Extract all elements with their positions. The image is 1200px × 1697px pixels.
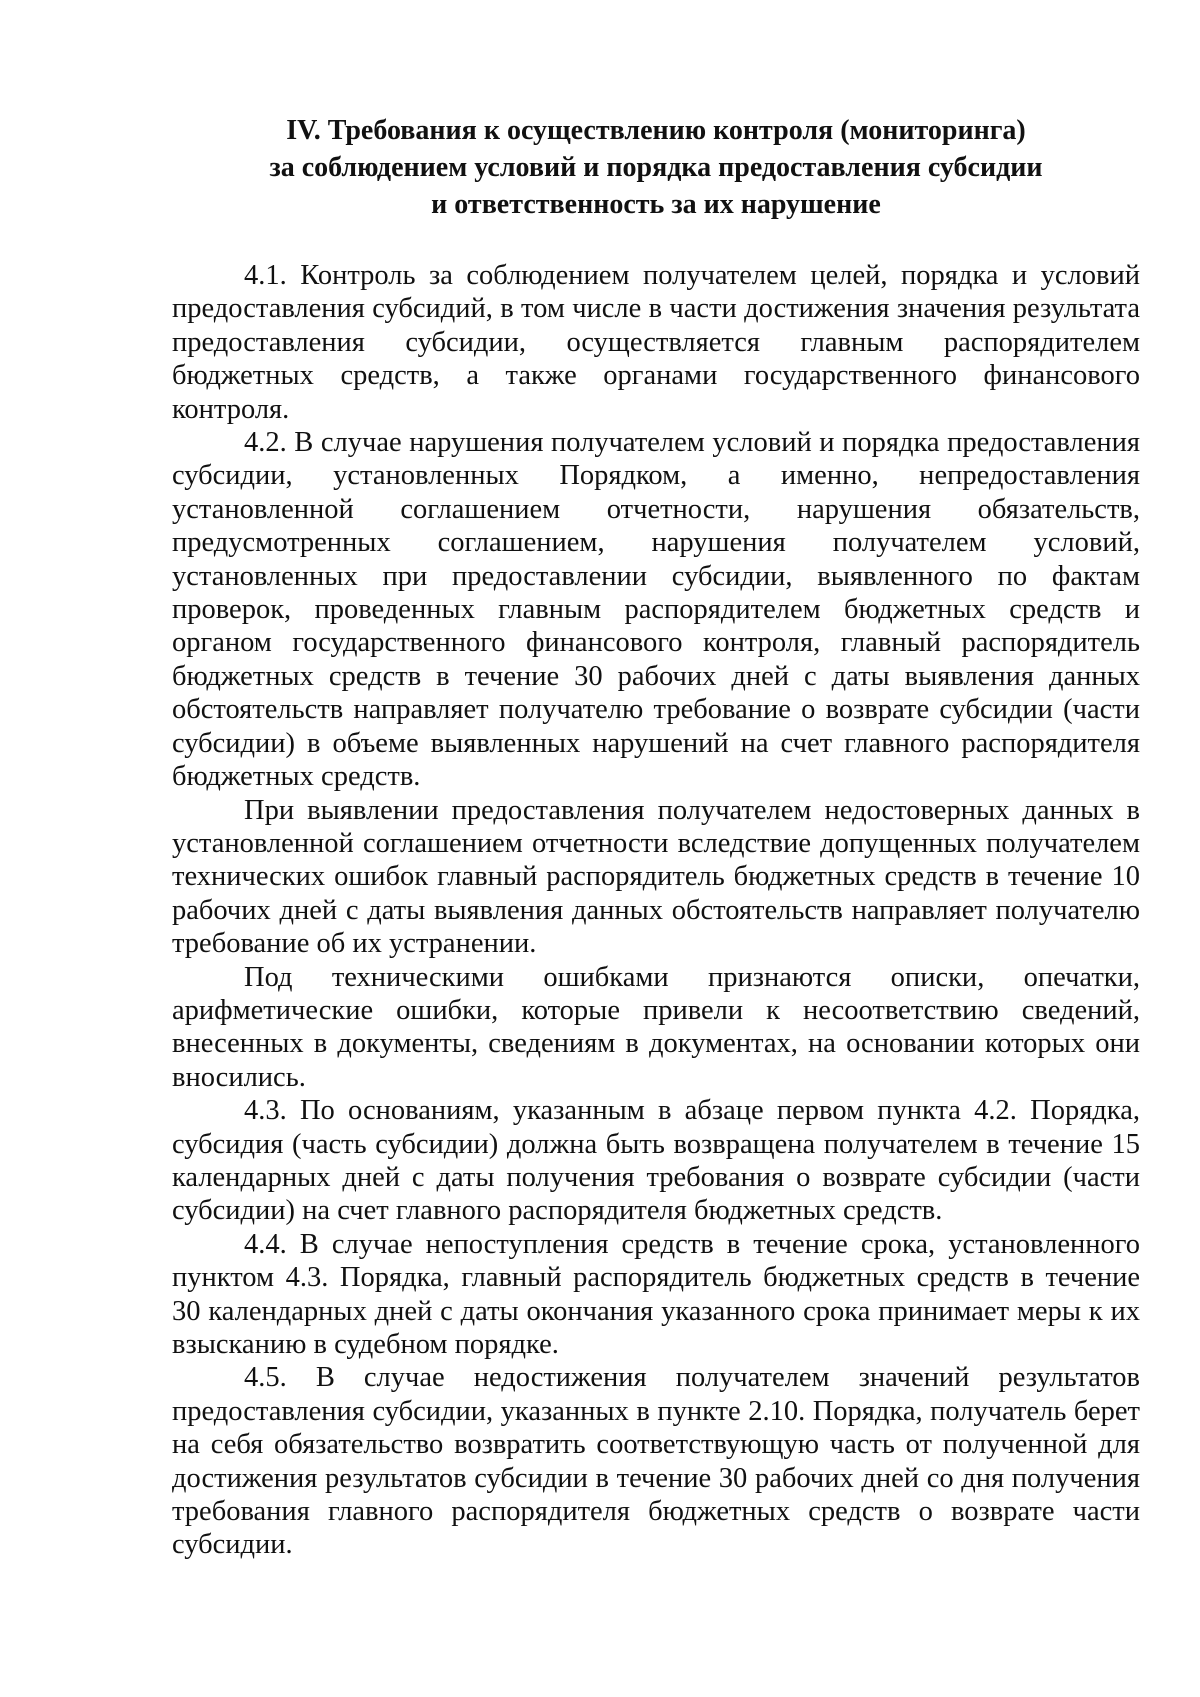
paragraph-4-1: 4.1. Контроль за соблюдением получателем целей, порядка и условий предоставления субсидий, в том числе в части достижения значения результата предоставления субсидии, осуществляется главным распорядителем бюджетных средств, а также органами государственного финансового контроля. bbox=[172, 260, 1140, 425]
section-heading-line-1: IV. Требования к осуществлению контроля (мониторинга) bbox=[286, 115, 1026, 146]
section-heading-line-3: и ответственность за их нарушение bbox=[431, 189, 881, 220]
paragraph-4-4: 4.4. В случае непоступления средств в течение срока, установленного пунктом 4.3. Порядка, главный распорядитель бюджетных средств в течение 30 календарных дней с даты окончания указанного срока принимает меры к их взысканию в судебном порядке. bbox=[172, 1228, 1140, 1360]
document-page bbox=[172, 112, 1140, 1562]
paragraph-4-2-technical-errors: Под техническими ошибками признаются описки, опечатки, арифметические ошибки, которые привели к несоответствию сведений, внесенных в документы, сведениям в документах, на основании которых они вносились. bbox=[172, 961, 1140, 1093]
paragraph-4-3: 4.3. По основаниям, указанным в абзаце первом пункта 4.2. Порядка, субсидия (часть субсидии) должна быть возвращена получателем в течение 15 календарных дней с даты получения требования о возврате субсидии (части субсидии) на счет главного распорядителя бюджетных средств. bbox=[172, 1095, 1140, 1227]
paragraph-4-2-false-data: При выявлении предоставления получателем недостоверных данных в установленной соглашением отчетности вследствие допущенных получателем технических ошибок главный распорядитель бюджетных средств в течение 10 рабочих дней с даты выявления данных обстоятельств направляет получателю требование об их устранении. bbox=[172, 794, 1140, 960]
paragraph-4-2: 4.2. В случае нарушения получателем условий и порядка предоставления субсидии, установленных Порядком, а именно, непредоставления установленной соглашением отчетности, нарушения обязательств, предусмотренных соглашением, нарушения получателем условий, установленных при предоставлении субсидии, выявленного по фактам проверок, проведенных главным распорядителем бюджетных средств и органом государственного финансового контроля, главный распорядитель бюджетных средств в течение 30 рабочих дней с даты выявления данных обстоятельств направляет получателю требование о возврате субсидии (части субсидии) в объеме выявленных нарушений на счет главного распорядителя бюджетных средств. bbox=[172, 427, 1140, 793]
section-heading-line-2: за соблюдением условий и порядка предоставления субсидии bbox=[269, 152, 1043, 183]
paragraph-4-5: 4.5. В случае недостижения получателем значений результатов предоставления субсидии, указанных в пункте 2.10. Порядка, получатель берет на себя обязательство возвратить соответствующую часть от полученной для достижения результатов субсидии в течение 30 рабочих дней со дня получения требования главного распорядителя бюджетных средств о возврате части субсидии. bbox=[172, 1362, 1140, 1561]
section-heading bbox=[172, 112, 1140, 223]
